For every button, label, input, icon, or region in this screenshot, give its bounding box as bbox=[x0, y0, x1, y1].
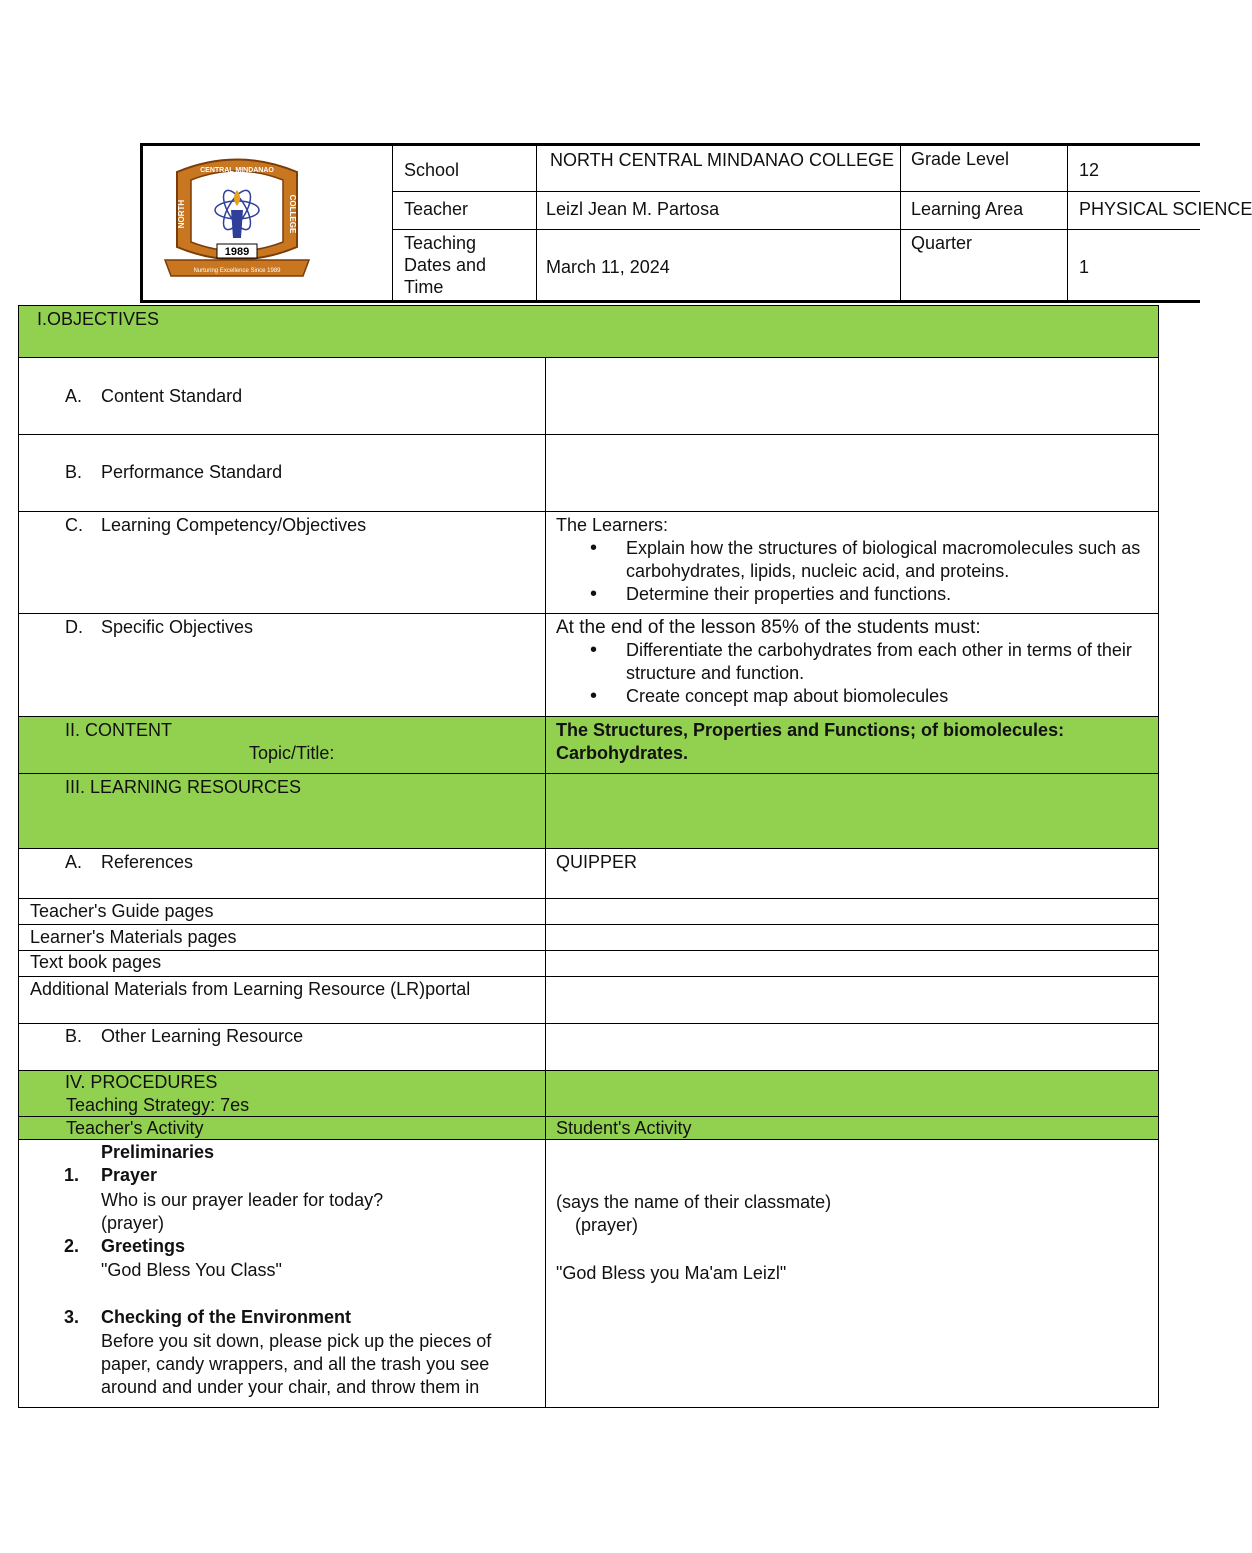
competency-content bbox=[556, 514, 1146, 606]
procedures-heading-row bbox=[18, 1070, 1159, 1117]
preliminaries-title: Preliminaries bbox=[101, 1142, 215, 1162]
environment-title: Checking of the Environment bbox=[101, 1307, 352, 1327]
competency-marker: C. bbox=[65, 515, 83, 535]
lm-pages-label: Learner's Materials pages bbox=[30, 927, 237, 947]
quarter-label: Quarter bbox=[911, 233, 973, 253]
logo-ribbon: Nurturing Excellence Since 1989 bbox=[193, 268, 281, 274]
specific-list bbox=[556, 639, 1151, 708]
references-label: References bbox=[101, 852, 194, 872]
textbook-pages-label: Text book pages bbox=[30, 952, 162, 972]
objectives-heading-row bbox=[18, 305, 1159, 358]
specific-marker: D. bbox=[65, 617, 83, 637]
specific-label: Specific Objectives bbox=[101, 617, 254, 637]
step-number: 3. bbox=[64, 1307, 80, 1327]
prayer-note: (prayer) bbox=[101, 1213, 165, 1233]
textbook-pages-row bbox=[18, 950, 1159, 977]
performance-standard-row bbox=[18, 434, 1159, 512]
greetings-title: Greetings bbox=[101, 1236, 186, 1256]
teaching-strategy: Teaching Strategy: 7es bbox=[66, 1095, 250, 1115]
competency-list bbox=[556, 537, 1146, 606]
prayer-title: Prayer bbox=[101, 1165, 158, 1185]
resources-heading-row bbox=[18, 773, 1159, 849]
references-row bbox=[18, 848, 1159, 899]
performance-standard-marker: B. bbox=[65, 462, 83, 482]
specific-item: • Create concept map about biomolecules bbox=[556, 685, 1151, 708]
environment-text: Before you sit down, please pick up the pieces of paper, candy wrappers, and all the trash you see around and under your chair, and throw them in bbox=[101, 1331, 492, 1397]
school-label: School bbox=[404, 160, 460, 180]
performance-standard-label: Performance Standard bbox=[101, 462, 283, 482]
content-heading: II. CONTENT bbox=[65, 720, 172, 740]
activity-heading-row bbox=[18, 1116, 1159, 1140]
competency-label: Learning Competency/Objectives bbox=[101, 515, 367, 535]
logo-left-text: NORTH bbox=[177, 199, 186, 229]
other-resource-row bbox=[18, 1023, 1159, 1071]
teacher-activity-heading: Teacher's Activity bbox=[66, 1118, 204, 1138]
specific-item: • Differentiate the carbohydrates from each other in terms of their structure and function. bbox=[556, 639, 1151, 685]
area-value: PHYSICAL SCIENCE bbox=[1079, 199, 1252, 219]
other-resource-marker: B. bbox=[65, 1026, 83, 1046]
additional-materials-row bbox=[18, 976, 1159, 1024]
specific-content bbox=[556, 616, 1151, 708]
logo-right-text: COLLEGE bbox=[288, 194, 297, 234]
content-row bbox=[18, 716, 1159, 774]
topic-value: The Structures, Properties and Functions; of biomolecules: Carbohydrates. bbox=[556, 720, 1065, 763]
specific-intro: At the end of the lesson 85% of the students must: bbox=[556, 617, 981, 638]
logo-year: 1989 bbox=[224, 246, 250, 258]
lesson-plan-table bbox=[18, 305, 1159, 1408]
references-marker: A. bbox=[65, 852, 83, 872]
competency-intro: The Learners: bbox=[556, 515, 669, 535]
content-standard-row bbox=[18, 357, 1159, 435]
student-prayer: (prayer) bbox=[575, 1215, 639, 1235]
area-label: Learning Area bbox=[911, 199, 1024, 219]
procedures-heading: IV. PROCEDURES bbox=[65, 1072, 218, 1092]
lm-pages-row bbox=[18, 924, 1159, 951]
grade-value: 12 bbox=[1079, 160, 1100, 180]
content-standard-label: Content Standard bbox=[101, 386, 243, 406]
dates-value: March 11, 2024 bbox=[546, 257, 670, 277]
content-standard-marker: A. bbox=[65, 386, 83, 406]
activity-body-row bbox=[18, 1139, 1159, 1408]
dates-label: Teaching Dates and Time bbox=[404, 233, 487, 297]
prayer-question: Who is our prayer leader for today? bbox=[101, 1190, 384, 1210]
objectives-heading: I.OBJECTIVES bbox=[37, 309, 160, 329]
competency-row bbox=[18, 511, 1159, 614]
tg-pages-label: Teacher's Guide pages bbox=[30, 901, 214, 921]
topic-label: Topic/Title: bbox=[249, 743, 335, 763]
quarter-value: 1 bbox=[1079, 257, 1090, 277]
additional-materials-label: Additional Materials from Learning Resource (LR)portal bbox=[30, 979, 471, 999]
teacher-value: Leizl Jean M. Partosa bbox=[546, 199, 720, 219]
teacher-label: Teacher bbox=[404, 199, 469, 219]
student-greeting: "God Bless you Ma'am Leizl" bbox=[556, 1263, 787, 1283]
greetings-text: "God Bless You Class" bbox=[101, 1260, 282, 1280]
step-number: 2. bbox=[64, 1236, 80, 1256]
grade-label: Grade Level bbox=[911, 149, 1010, 169]
specific-objectives-row bbox=[18, 613, 1159, 717]
school-value: NORTH CENTRAL MINDANAO COLLEGE bbox=[549, 150, 895, 170]
references-value: QUIPPER bbox=[556, 852, 638, 872]
school-logo bbox=[157, 152, 317, 292]
step-number: 1. bbox=[64, 1165, 80, 1185]
other-resource-label: Other Learning Resource bbox=[101, 1026, 304, 1046]
header-table bbox=[140, 143, 1252, 303]
tg-pages-row bbox=[18, 898, 1159, 925]
student-prayer-leader: (says the name of their classmate) bbox=[556, 1192, 832, 1212]
competency-item: • Explain how the structures of biological macromolecules such as carbohydrates, lipids, nucleic acid, and proteins. bbox=[556, 537, 1146, 583]
resources-heading: III. LEARNING RESOURCES bbox=[65, 777, 302, 797]
student-activity-heading: Student's Activity bbox=[556, 1118, 692, 1138]
logo-top-text: CENTRAL MINDANAO bbox=[200, 167, 274, 174]
competency-item: • Determine their properties and functions. bbox=[556, 583, 1146, 606]
